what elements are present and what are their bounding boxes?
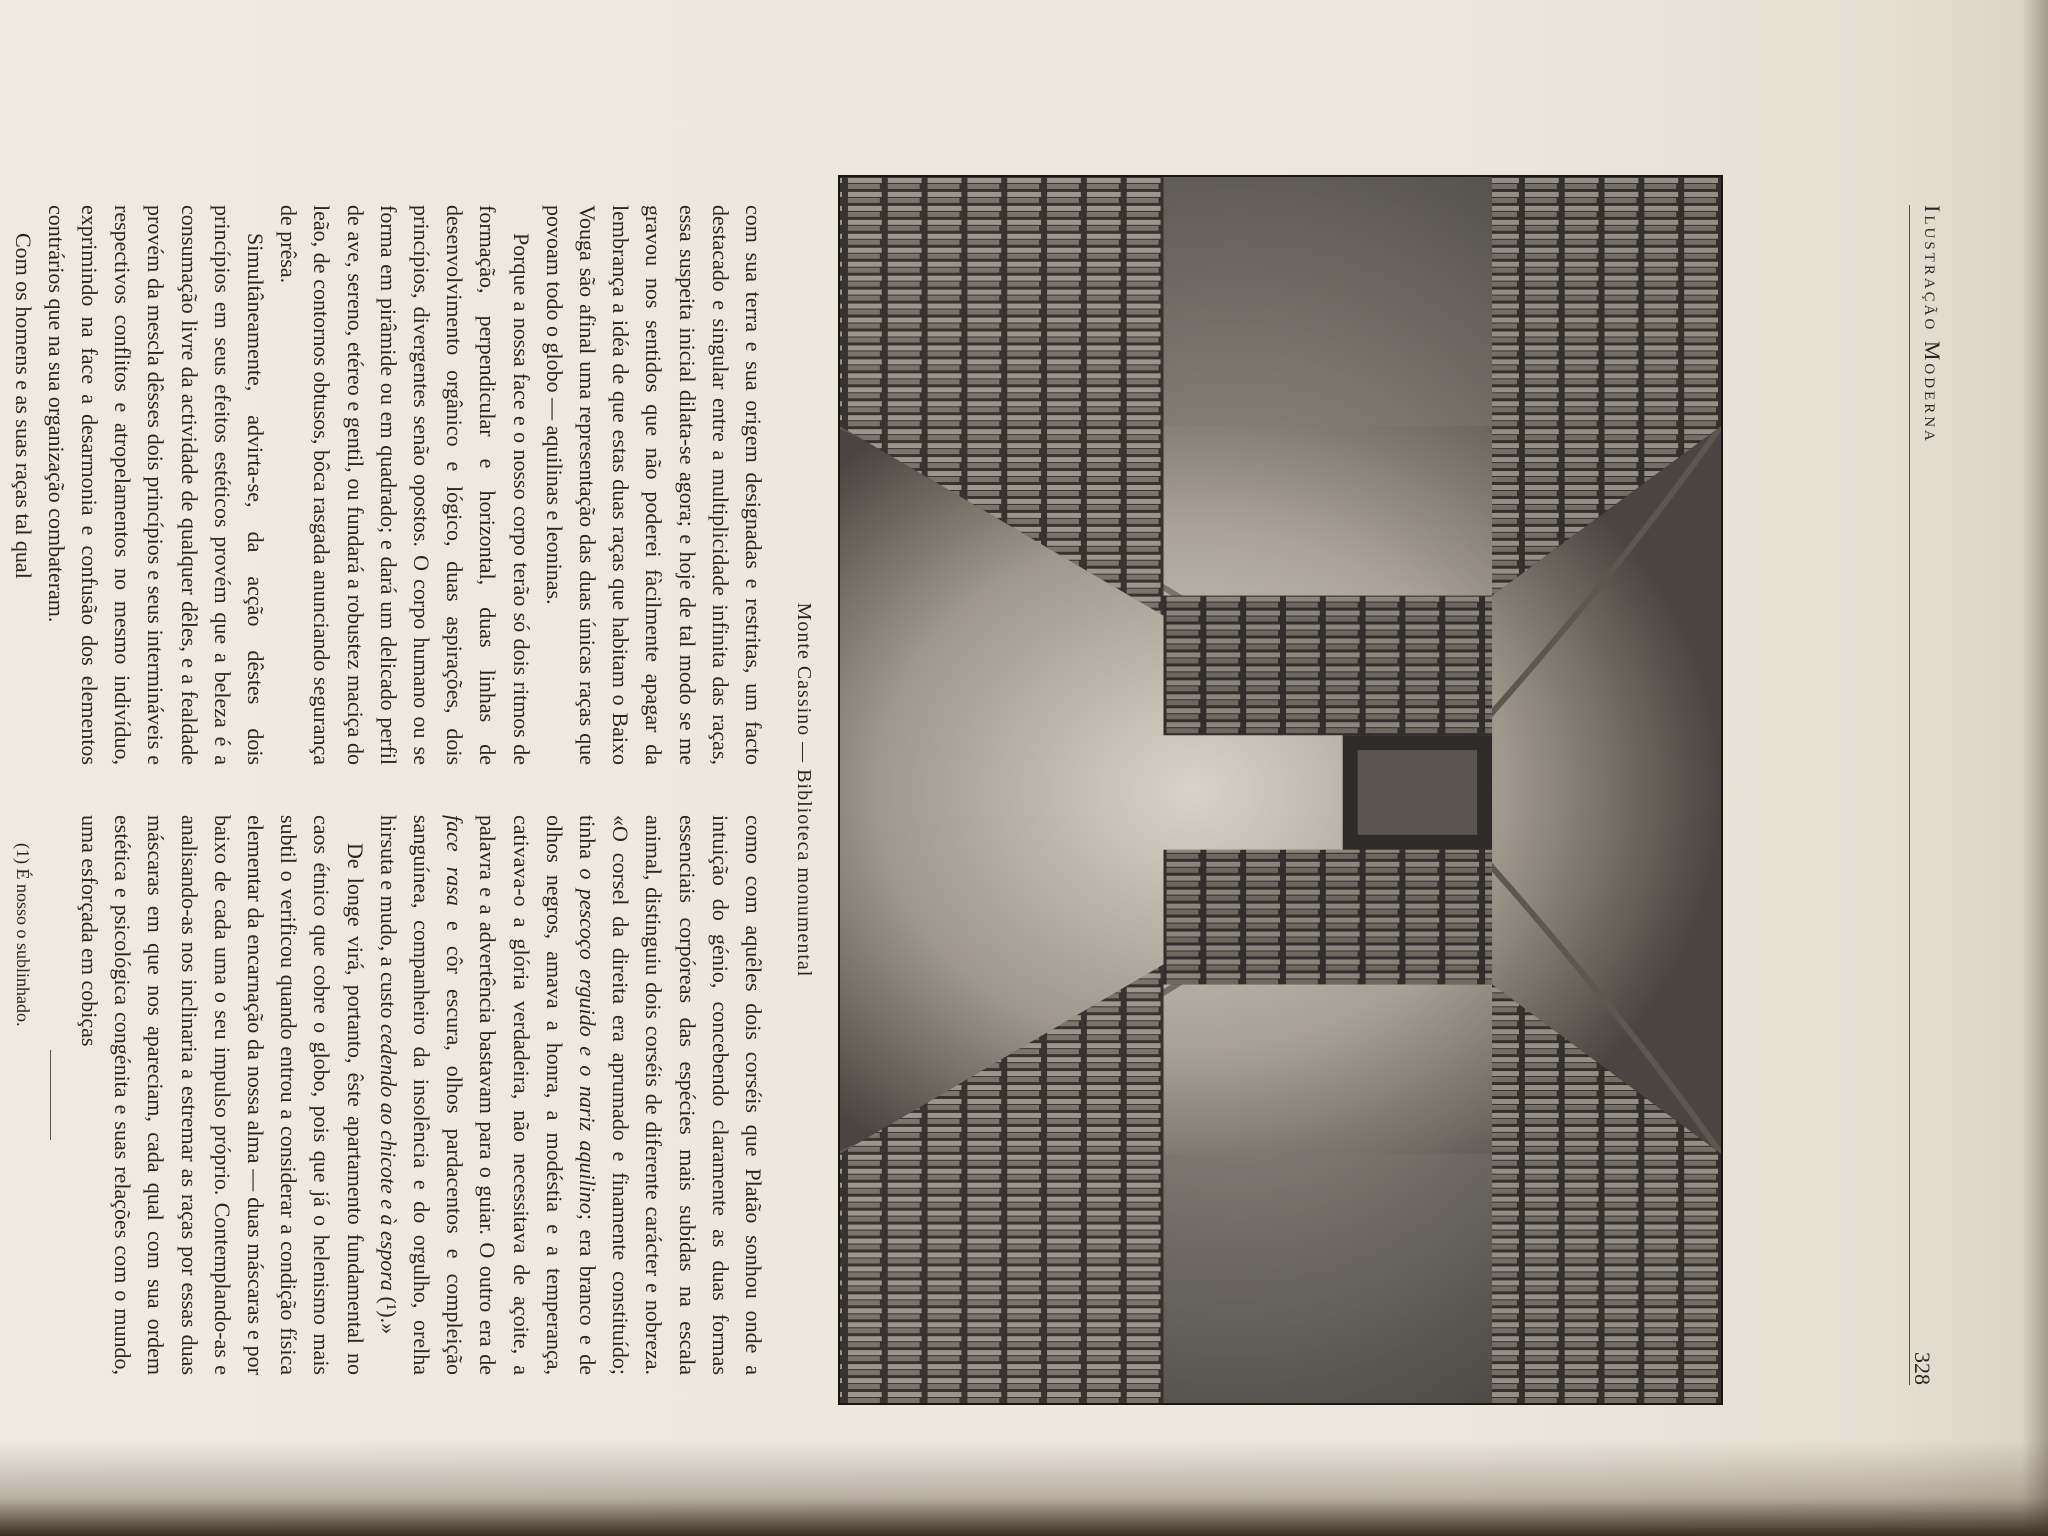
footnote: (1) É nosso o sublinhado.	[12, 843, 33, 1027]
paragraph-text: como com aquêles dois corséis que Platão sonhou onde a intuição do génio, concebendo claramente as duas formas essenciais corpóreas das espécies mais subidas na escala animal, distinguiu dois corséis de diferente carácter e nobreza. «O corsel da direita era aprumado e finamente constituído; tinha	[574, 815, 766, 1375]
paragraph: Com os homens e as suas raças tal qual	[10, 233, 36, 579]
paragraph: Simultâneamente, advirta-se, da acção dêstes dois princípios em seus efeitos estéticos provém que a beleza é a consumação livre da actividade de qualquer dêles, e a fealdade provém da mescla dêsses dois princípios e seus intermináveis e respectivos conflitos e atropelamentos no mesmo indivíduo, exprimindo na face a desarmonia e confusão dos elementos contrários que na sua organização combateram.	[43, 205, 268, 765]
text-column-left	[6, 205, 770, 765]
text-column-right	[10, 815, 770, 1375]
paragraph	[372, 815, 770, 1375]
emphasis-text: face rasa	[442, 815, 468, 906]
header-rule	[1909, 205, 1910, 1385]
paragraph-text: ; era branco e de olhos negros, amava a honra, a modéstia e a temperança, cativava-o a glória verdadeira, não necessitava de açoite, a palavra e a advertência bastavam para o guiar. O outro era de	[475, 815, 600, 1375]
paragraph: com sua terra e sua origem designadas e restritas, um facto destacado e singular entre a multiplicidade infinita das raças, essa suspeita inicial dilata-se agora; e hoje de tal modo se me gravou nos sentidos que não poderei fàcilmente apagar da lembrança a idéa de que estas duas raças que habitam o Baixo Vouga são afinal uma representação das duas únicas raças que povoam todo o globo — aquilinas e leoninas.	[541, 205, 766, 765]
emphasis-text: cedendo ao chicote e à espora	[375, 1023, 401, 1291]
emphasis-text: o pescoço erguido e o nariz aquilino	[574, 868, 600, 1214]
paragraph: De longe virá, portanto, êste apartamento fundamental no caos étnico que cobre o globo, pois que já o helenismo mais subtil o verificou quando entrou a considerar a condição física elementar da encarnação da nossa alma — duas máscaras e por baixo de cada uma o seu impulso próprio. Contemplando-as e analisando-as nos inclinaria a estremar as raças por essas duas máscaras em que nos apareciam, cada qual com sua ordem estética e psicológica congénita e suas relações com o mundo, uma esforçada em cobiças	[76, 815, 368, 1375]
binding-gutter-shadow	[0, 1440, 2048, 1536]
rotated-page	[10, 175, 1945, 1395]
paragraph-text: e côr escura, olhos pardacentos e compleição sanguínea, companheiro da insolência e do orgulho, orelha hirsuta e mudo, a custo	[375, 815, 468, 1376]
paragraph: Porque a nossa face e o nosso corpo terão só dois ritmos de formação, perpendicular e horizontal, duas linhas de desenvolvimento orgânico e lógico, duas aspirações, dois princípios, divergentes senão opostos. O corpo humano ou se forma em pirâmide ou em quadrado; e dará um delicado perfil de ave, sereno, etéreo e gentil, ou fundará a robustez maciça do leão, de contornos obtusos, bôca rasgada anunciando segurança de prêsa.	[276, 205, 534, 765]
photo-caption: Monte Cassino — Biblioteca monumental	[793, 602, 815, 978]
library-illustration	[840, 177, 1721, 1403]
page-edge-shadow	[2022, 0, 2048, 1536]
page-number: 328	[1910, 1352, 1935, 1385]
library-photograph	[838, 175, 1723, 1405]
running-head: Ilustração Moderna	[1920, 205, 1945, 444]
paragraph-text: (¹).»	[375, 1290, 401, 1335]
footnote-rule	[50, 1050, 51, 1140]
